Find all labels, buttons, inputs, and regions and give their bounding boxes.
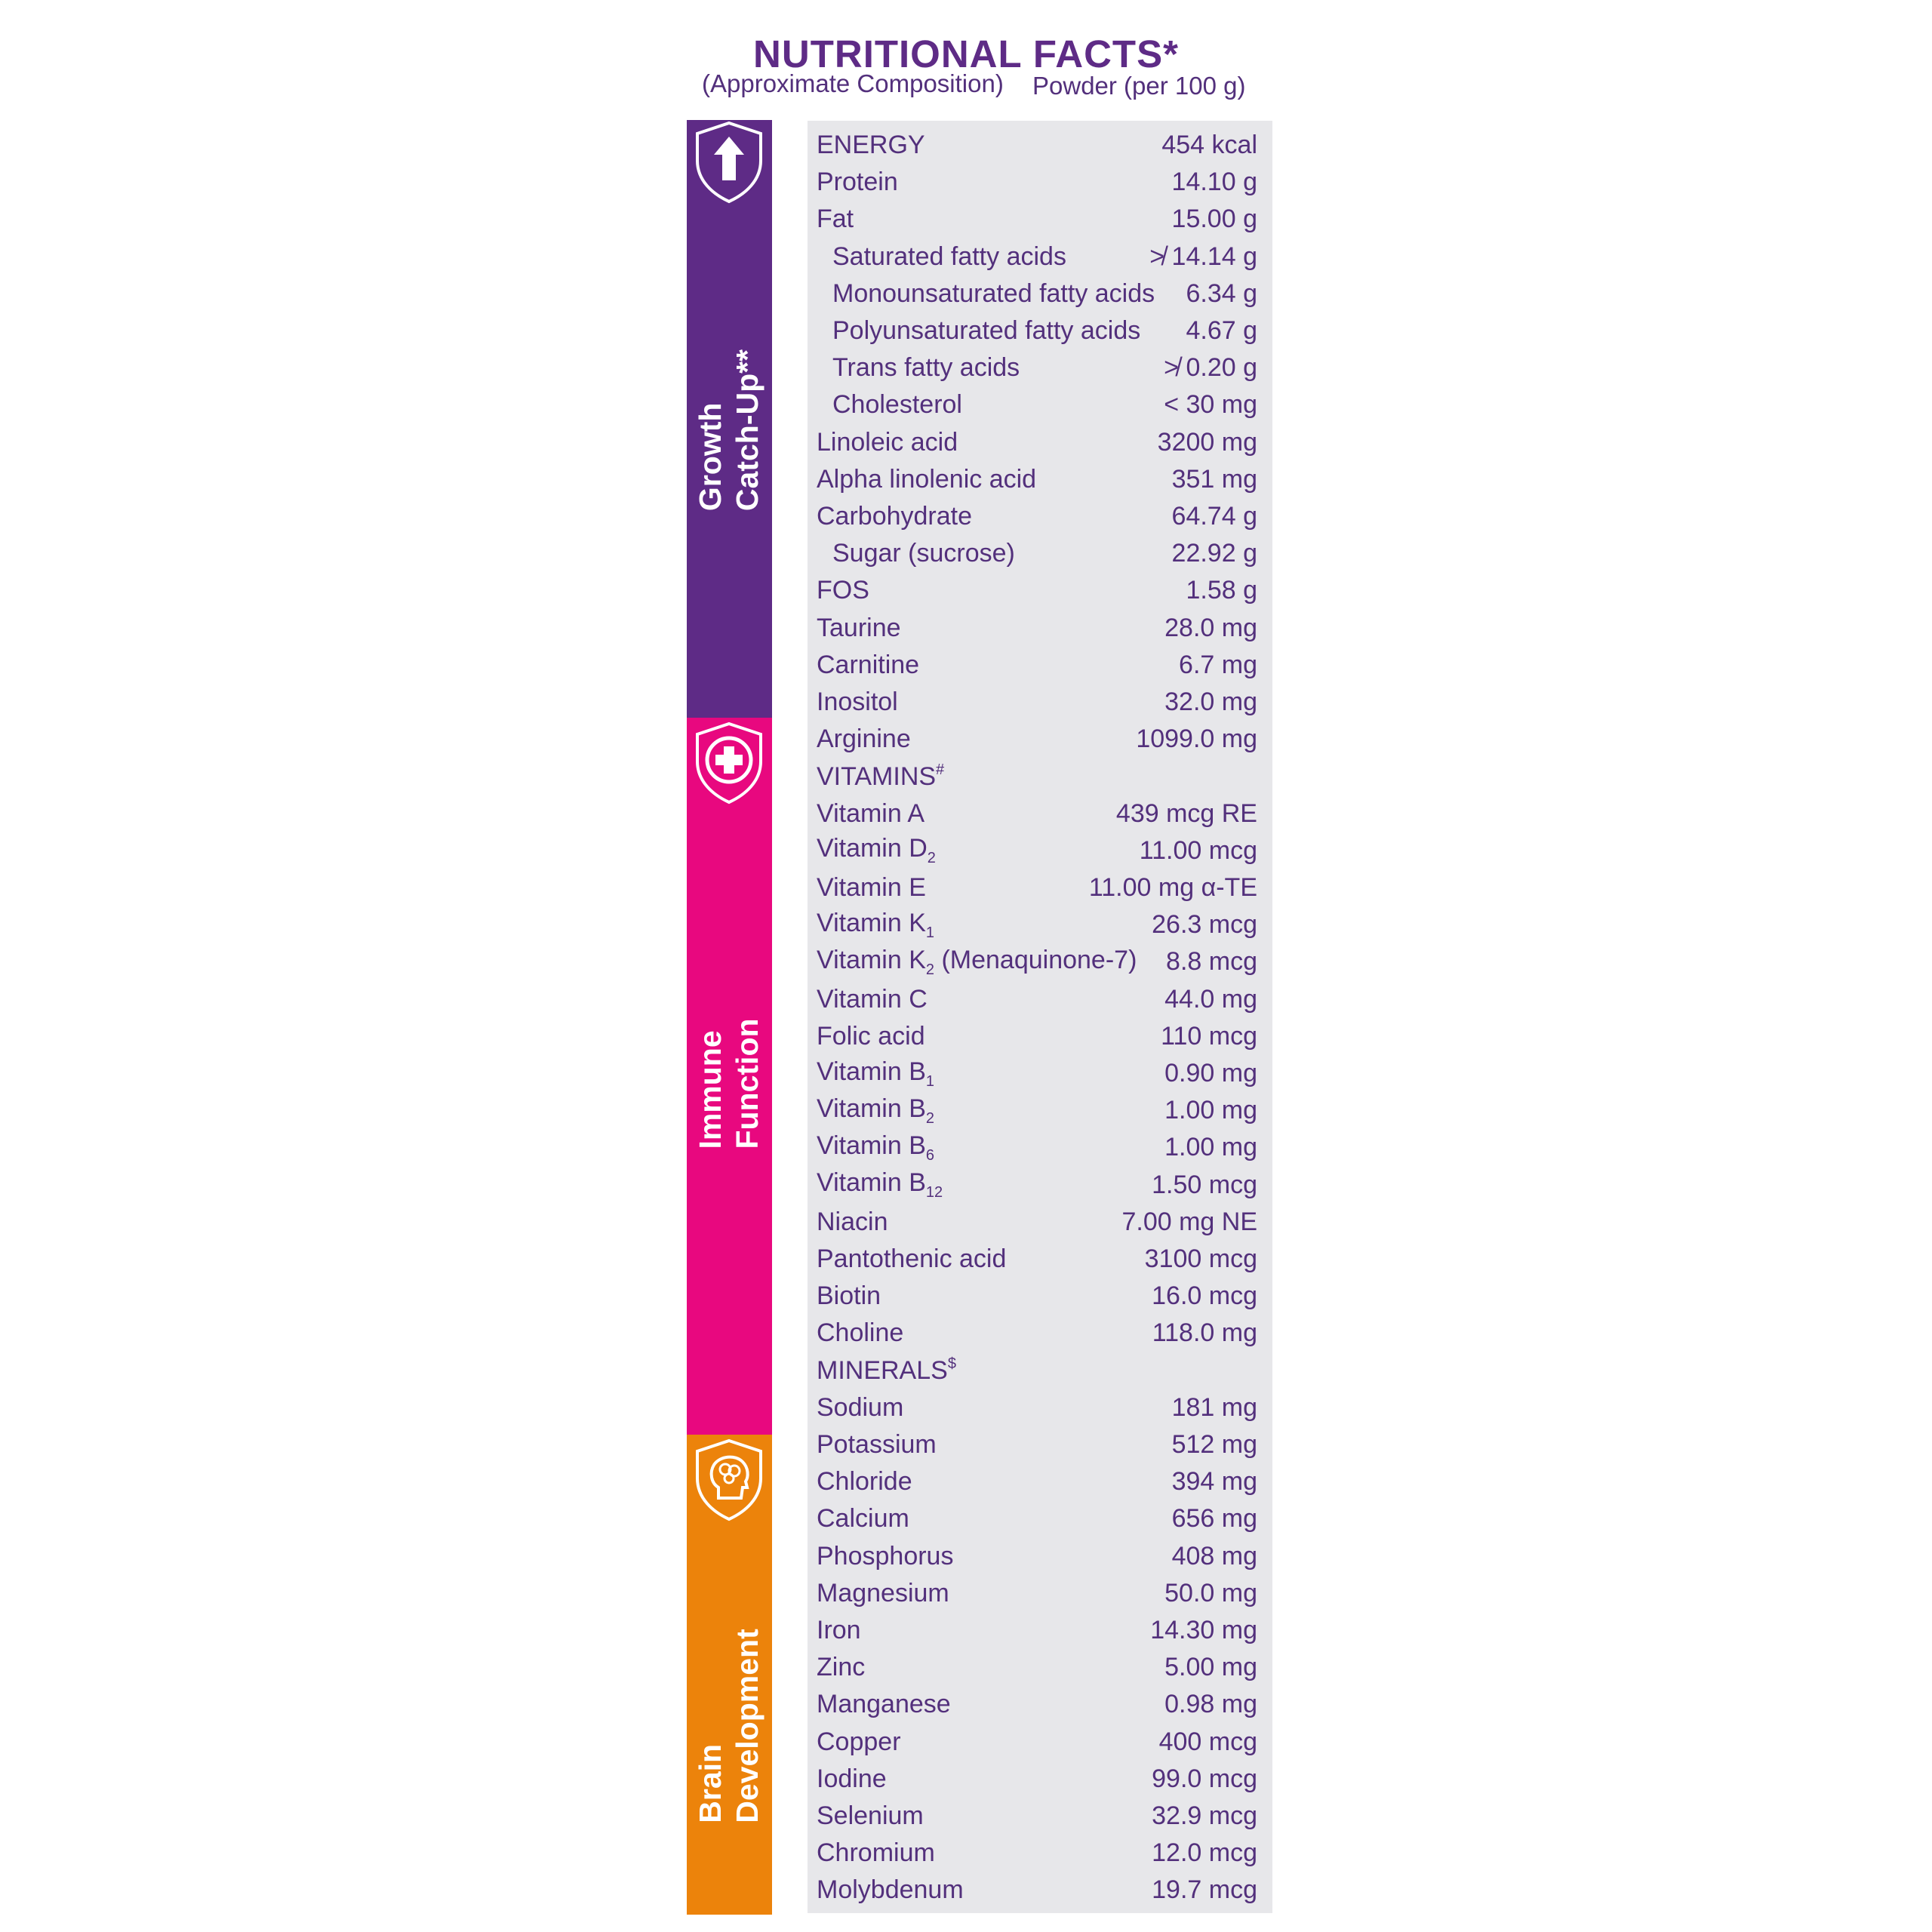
nutrient-value: 12.0 mcg [1152,1838,1257,1868]
nutrient-value: 1.00 mg [1164,1096,1257,1125]
nutrient-value: 44.0 mg [1164,984,1257,1014]
nutrient-value: 14.10 g [1171,168,1257,197]
nutrient-name-text: Vitamin D [817,834,928,863]
nutrient-name-text: Copper [817,1727,901,1756]
nutrient-value: 181 mg [1171,1392,1257,1422]
nutrient-row [817,1835,1257,1872]
nutrient-row [817,572,1257,609]
nutrient-row [817,1761,1257,1798]
nutrient-row [817,1538,1257,1575]
nutrient-name [817,946,1137,979]
nutrient-subscript: 12 [925,1184,943,1201]
nutrient-name-text: Folic acid [817,1021,925,1051]
nutrient-name [817,390,962,420]
nutrient-value: 11.00 mg α-TE [1088,873,1257,902]
nutrient-value: 408 mg [1171,1541,1257,1571]
nutrient-name-text: Sodium [817,1392,904,1422]
nutrient-value: 1099.0 mg [1136,724,1257,754]
nutrient-name-text: Chloride [817,1467,912,1497]
page-title: NUTRITIONAL FACTS* [753,32,1179,75]
nutrient-value: 8.8 mcg [1166,947,1257,977]
nutrient-row [817,201,1257,238]
nutrient-name-text: Inositol [817,688,898,716]
nutrient-value: < 30 mg [1164,390,1257,420]
nutrient-name [817,1727,901,1757]
nutrient-name-text: Vitamin B [817,1057,926,1086]
nutrient-value: 14.30 mg [1150,1616,1257,1644]
nutrient-value: 394 mg [1171,1467,1257,1497]
brain-head-icon [691,1438,767,1522]
nutrient-row [817,981,1257,1018]
brain-segment [687,1435,772,1915]
nutrient-row [817,1204,1257,1241]
nutrient-row [817,1315,1257,1352]
nutrient-name [817,909,934,942]
nutrient-name [817,1393,903,1423]
nutrient-name [817,1542,953,1571]
immune-label: Immune Function [693,1018,764,1149]
nutrient-name-text: Vitamin C [817,984,928,1014]
nutrient-row [817,906,1257,943]
nutrient-name [817,279,1155,309]
nutrient-name [817,614,901,643]
nutrient-value: 454 kcal [1161,131,1257,159]
nutrient-name-text: Calcium [817,1504,909,1534]
nutrient-name [817,242,1066,272]
nutrient-row [817,275,1257,312]
nutrient-name [817,1875,964,1905]
nutrient-row [817,1352,1257,1389]
nutrient-subscript: 2 [925,961,935,978]
nutrient-name [817,316,1140,346]
nutrient-value: ≯ 14.14 g [1149,242,1257,271]
nutrient-row [817,1872,1257,1909]
nutrient-row [817,943,1257,980]
nutrient-value: 15.00 g [1171,205,1257,234]
nutrient-value: 512 mg [1171,1430,1257,1459]
nutrient-name [817,1838,935,1868]
nutrient-name-text: Vitamin B [817,1094,926,1123]
nutrient-name-text: Protein [817,168,898,197]
nutrient-subscript: 1 [925,1072,935,1090]
nutrient-row [817,312,1257,349]
nutrient-name [817,465,1036,494]
nutrient-name-text: Monounsaturated fatty acids [832,278,1155,308]
nutrient-subscript: 2 [925,1109,935,1127]
nutrient-value: 7.00 mg NE [1121,1207,1257,1236]
nutrient-row [817,1686,1257,1723]
nutrient-name [817,168,898,197]
nutrient-row [817,424,1257,461]
nutrient-row [817,1092,1257,1129]
nutrient-value: 0.90 mg [1164,1059,1257,1088]
nutrient-name-text: Iodine [817,1764,887,1793]
nutrient-name [817,1801,924,1831]
nutrient-value: 5.00 mg [1164,1653,1257,1682]
nutrient-value: 26.3 mcg [1152,910,1257,940]
nutrient-row [817,1724,1257,1761]
nutrient-name [817,1244,1006,1274]
nutrient-row [817,535,1257,572]
nutrient-name-suffix: (Menaquinone-7) [934,945,1137,974]
nutrient-value: 6.7 mg [1179,650,1257,679]
nutrient-value: 4.67 g [1186,316,1257,345]
nutrient-value: 439 mcg RE [1115,798,1257,828]
nutrient-value: 64.74 g [1171,502,1257,531]
nutrient-name-text: Polyunsaturated fatty acids [832,316,1141,345]
nutrient-name [817,1208,888,1237]
nutrient-name-text: Vitamin B [817,1168,926,1198]
nutrient-value: 6.34 g [1186,278,1257,308]
nutrient-row [817,1241,1257,1278]
nutrient-name-text: Vitamin K [817,908,926,937]
nutrient-value: 1.58 g [1186,576,1257,605]
nutrient-name-text: Taurine [817,613,901,642]
nutrient-row [817,1798,1257,1835]
nutrient-name [817,1355,956,1386]
nutrient-subscript: 6 [925,1146,935,1164]
nutrient-name-text: Sugar (sucrose) [832,539,1015,568]
arrow-up-icon [691,120,767,205]
nutrient-name-text: Pantothenic acid [817,1244,1007,1273]
nutrient-row [817,461,1257,498]
nutrient-value: 19.7 mcg [1152,1875,1257,1905]
nutrient-value: 1.00 mg [1164,1133,1257,1162]
nutrient-superscript: $ [947,1355,956,1373]
nutrient-row [817,1018,1257,1055]
nutrient-name [817,1094,934,1128]
nutrient-name [817,1690,951,1719]
nutrient-row [817,1649,1257,1686]
nutrient-value: 118.0 mg [1152,1318,1257,1348]
nutrient-row [817,1389,1257,1426]
composition-note: (Approximate Composition) [702,69,1004,97]
nutrient-name [817,834,936,867]
nutrient-name [817,576,869,605]
nutrient-name [817,873,926,903]
nutrient-name-text: Carnitine [817,650,920,679]
nutrient-name-text: Trans fatty acids [832,353,1020,383]
nutrient-name [817,1022,925,1051]
nutrient-name-text: Molybdenum [817,1875,964,1905]
nutrient-row [817,758,1257,795]
nutrient-value: 32.9 mcg [1152,1801,1257,1830]
nutrient-row [817,238,1257,275]
nutrient-name [817,1131,934,1164]
nutrient-name [817,761,944,792]
nutrient-value: 3200 mg [1157,427,1257,457]
nutrient-name [817,539,1015,568]
nutrient-value: ≯ 0.20 g [1164,353,1257,383]
nutrient-row [817,721,1257,758]
nutrient-name [817,724,911,754]
nutrient-name-text: Biotin [817,1281,881,1311]
nutrient-row [817,1612,1257,1649]
nutrient-value: 351 mg [1171,464,1257,494]
nutrient-name [817,1579,949,1608]
nutrient-row [817,498,1257,535]
brain-label: Brain Development [693,1629,764,1823]
nutrient-name-text: Saturated fatty acids [832,242,1066,271]
nutrient-subscript: 1 [925,924,935,941]
nutrient-value: 400 mcg [1158,1727,1257,1756]
nutrient-row [817,1278,1257,1315]
nutrient-value: 656 mg [1171,1504,1257,1534]
nutrient-name [817,502,972,531]
nutrient-row [817,1167,1257,1204]
nutrient-row [817,164,1257,201]
nutrient-value: 32.0 mg [1164,688,1257,716]
nutrient-superscript: # [936,761,945,778]
nutrient-name [817,1430,937,1460]
nutrient-name-text: Vitamin K [817,945,926,974]
nutrient-name [817,428,958,457]
nutrient-value: 16.0 mcg [1152,1281,1257,1311]
nutrient-name-text: Potassium [817,1430,937,1459]
nutrient-name [817,688,898,717]
nutrient-value: 28.0 mg [1164,613,1257,642]
nutrient-name-text: MINERALS [817,1356,948,1386]
nutrient-name-text: Vitamin B [817,1131,926,1160]
nutrient-row [817,647,1257,684]
nutrient-name-text: Vitamin E [817,873,926,902]
nutrient-row [817,349,1257,386]
nutrient-value: 99.0 mcg [1152,1764,1257,1793]
nutrient-value: 3100 mcg [1144,1244,1257,1273]
nutrient-row [817,127,1257,164]
nutrient-row [817,1055,1257,1092]
nutrient-name-text: Magnesium [817,1578,949,1607]
serving-basis: Powder (per 100 g) [1032,72,1246,100]
nutrient-name-text: ENERGY [817,131,925,159]
nutrient-subscript: 2 [927,850,936,867]
nutrient-name [817,353,1020,383]
nutrient-name-text: Cholesterol [832,390,962,420]
nutrient-name-text: Selenium [817,1801,924,1830]
nutrient-name-text: Fat [817,205,854,234]
nutrient-name-text: Chromium [817,1838,935,1868]
nutrient-value: 110 mcg [1161,1021,1257,1051]
nutrient-value: 22.92 g [1171,539,1257,568]
immune-segment [687,718,772,1435]
nutrient-name [817,1168,943,1201]
nutrient-row [817,869,1257,906]
nutrient-name [817,799,924,829]
nutrient-row [817,832,1257,869]
nutrient-name [817,1653,865,1682]
nutrient-name [817,1281,881,1311]
nutrient-value: 0.98 mg [1164,1690,1257,1719]
nutrient-row [817,1500,1257,1537]
nutrient-row [817,1575,1257,1612]
nutrient-name-text: Zinc [817,1653,866,1682]
nutrient-name-text: Manganese [817,1690,951,1719]
medical-cross-icon [691,721,767,805]
nutrient-name [817,1467,912,1497]
nutrient-row [817,1129,1257,1166]
nutrient-row [817,684,1257,721]
nutrient-row [817,610,1257,647]
nutrient-name [817,1764,887,1794]
nutrient-name-text: Choline [817,1318,904,1348]
growth-label: Growth Catch-Up** [693,349,764,512]
nutrient-name [817,1616,861,1645]
nutrient-name [817,1504,909,1534]
nutrient-name [817,651,919,680]
nutrient-name [817,131,925,160]
nutrient-name-text: VITAMINS [817,761,937,791]
nutrient-name [817,1318,903,1348]
nutrient-name [817,205,854,234]
nutrient-value: 11.00 mcg [1139,835,1257,865]
nutrient-name-text: Vitamin A [817,798,925,828]
nutrient-row [817,1426,1257,1463]
growth-segment [687,120,772,718]
nutrient-row [817,795,1257,832]
nutrient-value: 50.0 mg [1164,1578,1257,1607]
nutrient-name [817,985,928,1014]
nutrient-name-text: Phosphorus [817,1541,954,1571]
nutrient-name-text: Arginine [817,724,911,754]
nutrient-name-text: FOS [817,576,869,605]
nutrient-name-text: Niacin [817,1207,888,1236]
benefit-band [687,120,772,1915]
nutrient-value: 1.50 mcg [1152,1170,1257,1199]
nutrient-name-text: Carbohydrate [817,502,973,531]
nutrient-name [817,1057,934,1091]
nutrient-row [817,386,1257,423]
nutrient-name-text: Iron [817,1616,861,1644]
nutrient-name-text: Linoleic acid [817,427,958,457]
nutrient-row [817,1463,1257,1500]
nutrient-name-text: Alpha linolenic acid [817,464,1037,494]
